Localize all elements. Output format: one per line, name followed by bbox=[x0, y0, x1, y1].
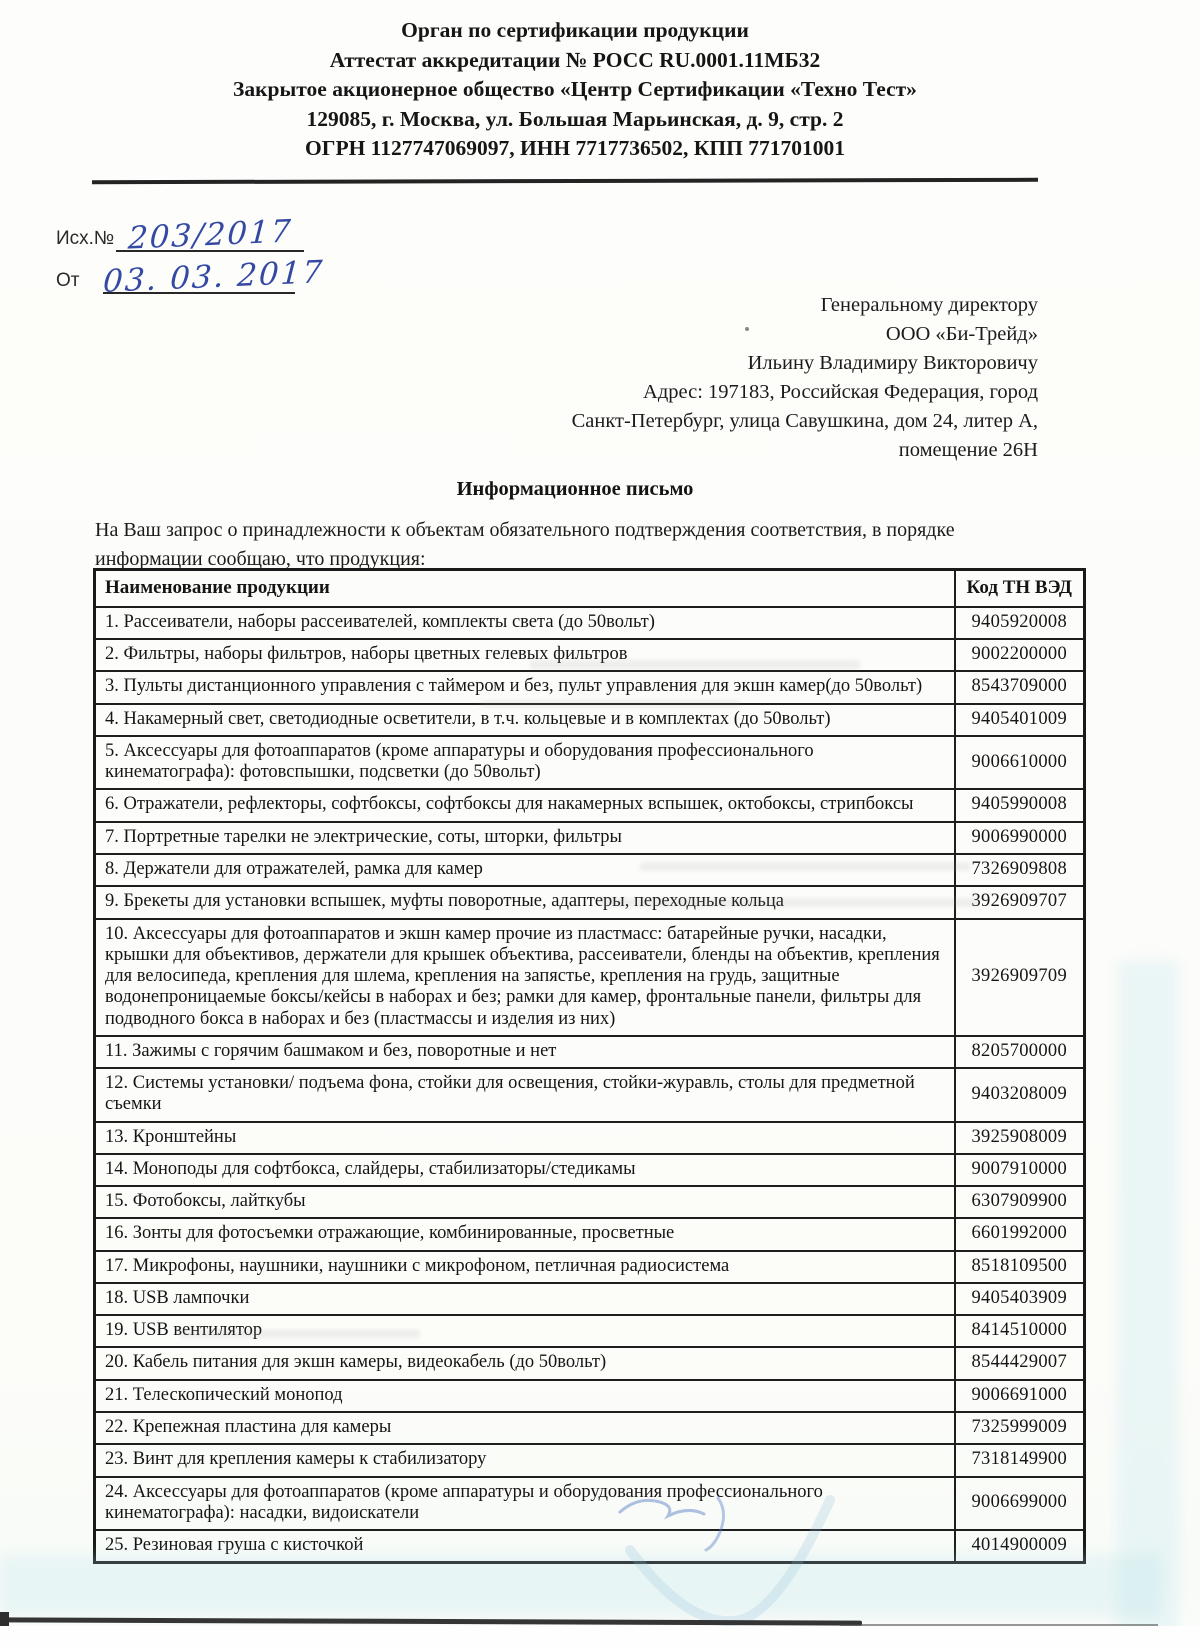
table-row bbox=[95, 736, 1085, 790]
scan-tint-band bbox=[1118, 960, 1178, 1640]
tnved-code-cell: 7325999009 bbox=[955, 1412, 1085, 1444]
ref-number-label: Исх.№ bbox=[56, 228, 115, 249]
product-name-cell: 19. USB вентилятор bbox=[95, 1315, 955, 1347]
addressee-address-3: помещение 26Н bbox=[898, 439, 1038, 461]
scan-speck bbox=[745, 327, 749, 331]
letterhead-line-ogrn: ОГРН 1127747069097, ИНН 7717736502, КПП 771701001 bbox=[305, 136, 845, 160]
tnved-code-cell: 9002200000 bbox=[955, 639, 1085, 671]
table-row bbox=[95, 822, 1085, 854]
table-row bbox=[95, 1251, 1085, 1283]
tnved-code-cell: 7318149900 bbox=[955, 1444, 1085, 1476]
product-name-cell: 10. Аксессуары для фотоаппаратов и экшн камер прочие из пластмасс: батарейные ручки, насадки, крышки для объективов, держатели для крышек объектива, рассеиватели, бленды на объектив, крепления для велосипеда, крепления для шлема, крепления на запястье, крепления на грудь, защитные водонепроницаемые боксы/кейсы в наборах и без; рамки для камер, фронтальные панели, фильтры для подводного бокса в наборах и без (пластмассы и изделия из них) bbox=[95, 919, 955, 1036]
tnved-code-cell: 8518109500 bbox=[955, 1251, 1085, 1283]
ref-date-handwritten: 03. 03. 2017 bbox=[102, 254, 326, 300]
product-name-cell: 17. Микрофоны, наушники, наушники с микрофоном, петличная радиосистема bbox=[95, 1251, 955, 1283]
tnved-code-cell: 9006610000 bbox=[955, 736, 1085, 790]
tnved-code-cell: 9405403909 bbox=[955, 1283, 1085, 1315]
tnved-code-cell: 9007910000 bbox=[955, 1154, 1085, 1186]
table-row bbox=[95, 1530, 1085, 1563]
tnved-code-cell: 3926909707 bbox=[955, 886, 1085, 918]
table-header-row bbox=[95, 570, 1085, 607]
tnved-code-cell: 8543709000 bbox=[955, 671, 1085, 703]
table-row bbox=[95, 1036, 1085, 1068]
table-row bbox=[95, 1218, 1085, 1250]
table-row bbox=[95, 671, 1085, 703]
tnved-code-cell: 9405920008 bbox=[955, 607, 1085, 639]
products-table bbox=[93, 568, 1086, 1564]
column-header-product-name: Наименование продукции bbox=[95, 570, 955, 607]
product-name-cell: 23. Винт для крепления камеры к стабилизатору bbox=[95, 1444, 955, 1476]
tnved-code-cell: 3926909709 bbox=[955, 919, 1085, 1036]
letterhead-divider bbox=[92, 178, 1038, 184]
addressee-address-1: Адрес: 197183, Российская Федерация, город bbox=[643, 381, 1038, 403]
tnved-code-cell: 9006699000 bbox=[955, 1477, 1085, 1531]
table-row bbox=[95, 1347, 1085, 1379]
product-name-cell: 4. Накамерный свет, светодиодные осветители, в т.ч. кольцевые и в комплектах (до 50вольт) bbox=[95, 704, 955, 736]
intro-paragraph: На Ваш запрос о принадлежности к объектам обязательного подтверждения соответствия, в порядке информации сообщаю, что продукция: bbox=[95, 519, 955, 570]
ref-number-line bbox=[116, 213, 304, 257]
product-name-cell: 22. Крепежная пластина для камеры bbox=[95, 1412, 955, 1444]
tnved-code-cell: 7326909808 bbox=[955, 854, 1085, 886]
product-name-cell: 1. Рассеиватели, наборы рассеивателей, комплекты света (до 50вольт) bbox=[95, 607, 955, 639]
product-name-cell: 13. Кронштейны bbox=[95, 1122, 955, 1154]
tnved-code-cell: 6601992000 bbox=[955, 1218, 1085, 1250]
product-name-cell: 24. Аксессуары для фотоаппаратов (кроме аппаратуры и оборудования профессионального кинематографа): насадки, видоискатели bbox=[95, 1477, 955, 1531]
tnved-code-cell: 9405990008 bbox=[955, 789, 1085, 821]
tnved-code-cell: 9403208009 bbox=[955, 1068, 1085, 1122]
addressee-person: Ильину Владимиру Викторовичу bbox=[747, 352, 1038, 374]
tnved-code-cell: 3925908009 bbox=[955, 1122, 1085, 1154]
tnved-code-cell: 9405401009 bbox=[955, 704, 1085, 736]
ref-date-label: От bbox=[56, 270, 80, 291]
product-name-cell: 16. Зонты для фотосъемки отражающие, комбинированные, просветные bbox=[95, 1218, 955, 1250]
product-name-cell: 25. Резиновая груша с кисточкой bbox=[95, 1530, 955, 1563]
table-row bbox=[95, 919, 1085, 1036]
table-row bbox=[95, 704, 1085, 736]
table-row bbox=[95, 1315, 1085, 1347]
addressee-block bbox=[430, 291, 1038, 465]
column-header-tnved-code: Код ТН ВЭД bbox=[955, 570, 1085, 607]
product-name-cell: 15. Фотобоксы, лайткубы bbox=[95, 1186, 955, 1218]
letter-title: Информационное письмо bbox=[456, 478, 694, 500]
letterhead-line-address: 129085, г. Москва, ул. Большая Марьинская, д. 9, стр. 2 bbox=[306, 106, 844, 131]
addressee-company: ООО «Би-Трейд» bbox=[885, 323, 1038, 345]
tnved-code-cell: 9006990000 bbox=[955, 822, 1085, 854]
ref-number-row bbox=[56, 210, 304, 257]
table-row bbox=[95, 1154, 1085, 1186]
ref-date-row bbox=[56, 252, 326, 300]
letterhead-line-company: Закрытое акционерное общество «Центр Сертификации «Техно Тест» bbox=[233, 77, 917, 101]
letterhead-line-accreditation: Аттестат аккредитации № РОСС RU.0001.11МБ32 bbox=[329, 47, 821, 72]
table-row bbox=[95, 1477, 1085, 1531]
scanner-background bbox=[0, 1626, 1200, 1650]
ref-number-handwritten: 203/2017 bbox=[127, 213, 294, 257]
table-row bbox=[95, 1444, 1085, 1476]
product-name-cell: 14. Моноподы для софтбокса, слайдеры, стабилизаторы/стедикамы bbox=[95, 1154, 955, 1186]
table-row bbox=[95, 1412, 1085, 1444]
table-row bbox=[95, 854, 1085, 886]
product-name-cell: 3. Пульты дистанционного управления с таймером и без, пульт управления для экшн камер(до 50вольт) bbox=[95, 671, 955, 703]
product-name-cell: 9. Брекеты для установки вспышек, муфты поворотные, адаптеры, переходные кольца bbox=[95, 886, 955, 918]
paper-bottom-edge bbox=[0, 1617, 862, 1625]
tnved-code-cell: 4014900009 bbox=[955, 1530, 1085, 1563]
table-row bbox=[95, 1186, 1085, 1218]
product-name-cell: 12. Системы установки/ подъема фона, стойки для освещения, стойки-журавль, столы для предметной съемки bbox=[95, 1068, 955, 1122]
ref-date-line bbox=[102, 254, 326, 300]
product-name-cell: 6. Отражатели, рефлекторы, софтбоксы, софтбоксы для накамерных вспышек, октобоксы, стрипбоксы bbox=[95, 789, 955, 821]
tnved-code-cell: 8414510000 bbox=[955, 1315, 1085, 1347]
product-name-cell: 5. Аксессуары для фотоаппаратов (кроме аппаратуры и оборудования профессионального кинематографа): фотовспышки, подсветки (до 50вольт) bbox=[95, 736, 955, 790]
tnved-code-cell: 8205700000 bbox=[955, 1036, 1085, 1068]
table-row bbox=[95, 607, 1085, 639]
tnved-code-cell: 9006691000 bbox=[955, 1380, 1085, 1412]
product-name-cell: 7. Портретные тарелки не электрические, соты, шторки, фильтры bbox=[95, 822, 955, 854]
ref-block bbox=[56, 210, 326, 300]
product-name-cell: 11. Зажимы с горячим башмаком и без, поворотные и нет bbox=[95, 1036, 955, 1068]
product-name-cell: 20. Кабель питания для экшн камеры, видеокабель (до 50вольт) bbox=[95, 1347, 955, 1379]
tnved-code-cell: 6307909900 bbox=[955, 1186, 1085, 1218]
tnved-code-cell: 8544429007 bbox=[955, 1347, 1085, 1379]
table-row bbox=[95, 789, 1085, 821]
product-name-cell: 18. USB лампочки bbox=[95, 1283, 955, 1315]
product-name-cell: 2. Фильтры, наборы фильтров, наборы цветных гелевых фильтров bbox=[95, 639, 955, 671]
table-row bbox=[95, 1068, 1085, 1122]
letterhead bbox=[70, 16, 1080, 164]
addressee-position: Генеральному директору bbox=[820, 294, 1038, 316]
table-row bbox=[95, 1380, 1085, 1412]
product-name-cell: 21. Телескопический монопод bbox=[95, 1380, 955, 1412]
addressee-address-2: Санкт-Петербург, улица Савушкина, дом 24, литер А, bbox=[571, 410, 1038, 432]
table-row bbox=[95, 1122, 1085, 1154]
table-row bbox=[95, 639, 1085, 671]
letterhead-line-org: Орган по сертификации продукции bbox=[401, 18, 749, 42]
table-row bbox=[95, 1283, 1085, 1315]
product-name-cell: 8. Держатели для отражателей, рамка для камер bbox=[95, 854, 955, 886]
table-row bbox=[95, 886, 1085, 918]
